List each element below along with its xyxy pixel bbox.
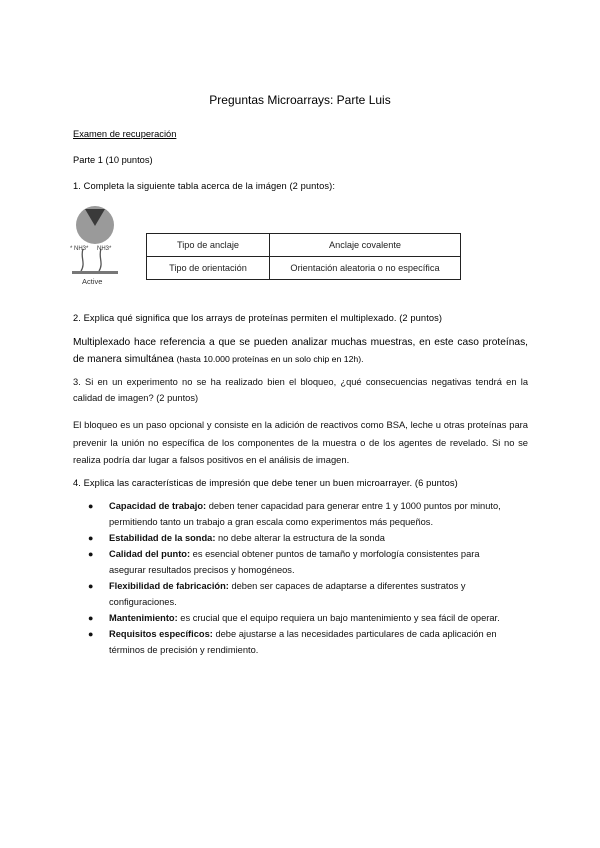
list-item-term: Capacidad de trabajo: [109,501,207,511]
list-item-term: Mantenimiento: [109,613,178,623]
list-item [80,626,528,658]
list-item [80,530,528,546]
bullet-icon: ● [88,533,94,543]
table-cell: Anclaje covalente [270,234,461,257]
table-row [147,234,461,257]
exam-subtitle: Examen de recuperación [73,129,177,139]
figure-label-right: NH3* [97,246,112,252]
list-item-text: debe ajustarse a las necesidades particulares de cada aplicación en términos de precisión y rendimiento. [109,629,497,655]
question-4: 4. Explica las características de impresión que debe tener un buen microarrayer. (6 puntos) [73,478,458,488]
list-item-term: Calidad del punto: [109,549,191,559]
answer-2-text: Multiplexado hace referencia a que se pueden analizar muchas muestras, en este caso proteínas, de manera simultánea [73,337,528,365]
question-1: 1. Completa la siguiente tabla acerca de la imágen (2 puntos): [73,181,336,191]
part-heading: Parte 1 (10 puntos) [73,155,153,165]
list-item-text: no debe alterar la estructura de la sonda [215,533,385,543]
list-item-term: Requisitos específicos: [109,629,213,639]
question-2: 2. Explica qué significa que los arrays de proteínas permiten el multiplexado. (2 puntos) [73,313,443,323]
bullet-icon: ● [88,629,94,639]
list-item-continuation [80,562,528,578]
figure-label-left: * NH3* [70,246,89,252]
answer-2-note: (hasta 10.000 proteínas en un solo chip en 12h). [176,354,364,364]
bullet-icon: ● [88,549,94,559]
protein-anchoring-figure [70,205,122,291]
list-item-text: es esencial obtener puntos de tamaño y morfología consistentes para [190,549,480,559]
list-item-term: Estabilidad de la sonda: [109,533,216,543]
page-title: Preguntas Microarrays: Parte Luis [209,93,391,107]
bullet-icon: ● [88,613,94,623]
answer-2 [73,335,528,368]
list-item-text: es crucial que el equipo requiera un bajo mantenimiento y sea fácil de operar. [177,613,500,623]
table-cell: Tipo de orientación [147,257,270,280]
question-3: 3. Si en un experimento no se ha realizado bien el bloqueo, ¿qué consecuencias negativas tendrá en la calidad de imagen? (2 puntos) [73,377,528,403]
table-cell: Orientación aleatoria o no específica [270,257,461,280]
answer-3: El bloqueo es un paso opcional y consiste en la adición de reactivos como BSA, leche u otras proteínas para prevenir la unión no específica de los componentes de la muestra o de los agentes de revelado. Si no se realiza podría dar lugar a falsos positivos en el análisis de imagen. [73,419,528,465]
table-cell: Tipo de anclaje [147,234,270,257]
list-item-text: deben ser capaces de adaptarse a diferentes sustratos y configuraciones. [109,581,466,607]
figure-caption: Active [82,277,103,286]
bullet-icon: ● [88,581,94,591]
anchoring-table [146,233,461,280]
list-item [80,610,528,626]
microarrayer-characteristics-list [80,498,528,658]
list-item-term: Flexibilidad de fabricación: [109,581,229,591]
list-item-text: asegurar resultados precisos y homogéneos. [109,565,295,575]
list-item [80,546,528,562]
list-item [80,578,528,610]
list-item-text: deben tener capacidad para generar entre 1 y 1000 puntos por minuto, permitiendo tanto un trabajo a gran escala como experimentos más pequeños. [109,501,501,527]
bullet-icon: ● [88,501,94,511]
list-item [80,498,528,530]
table-row [147,257,461,280]
